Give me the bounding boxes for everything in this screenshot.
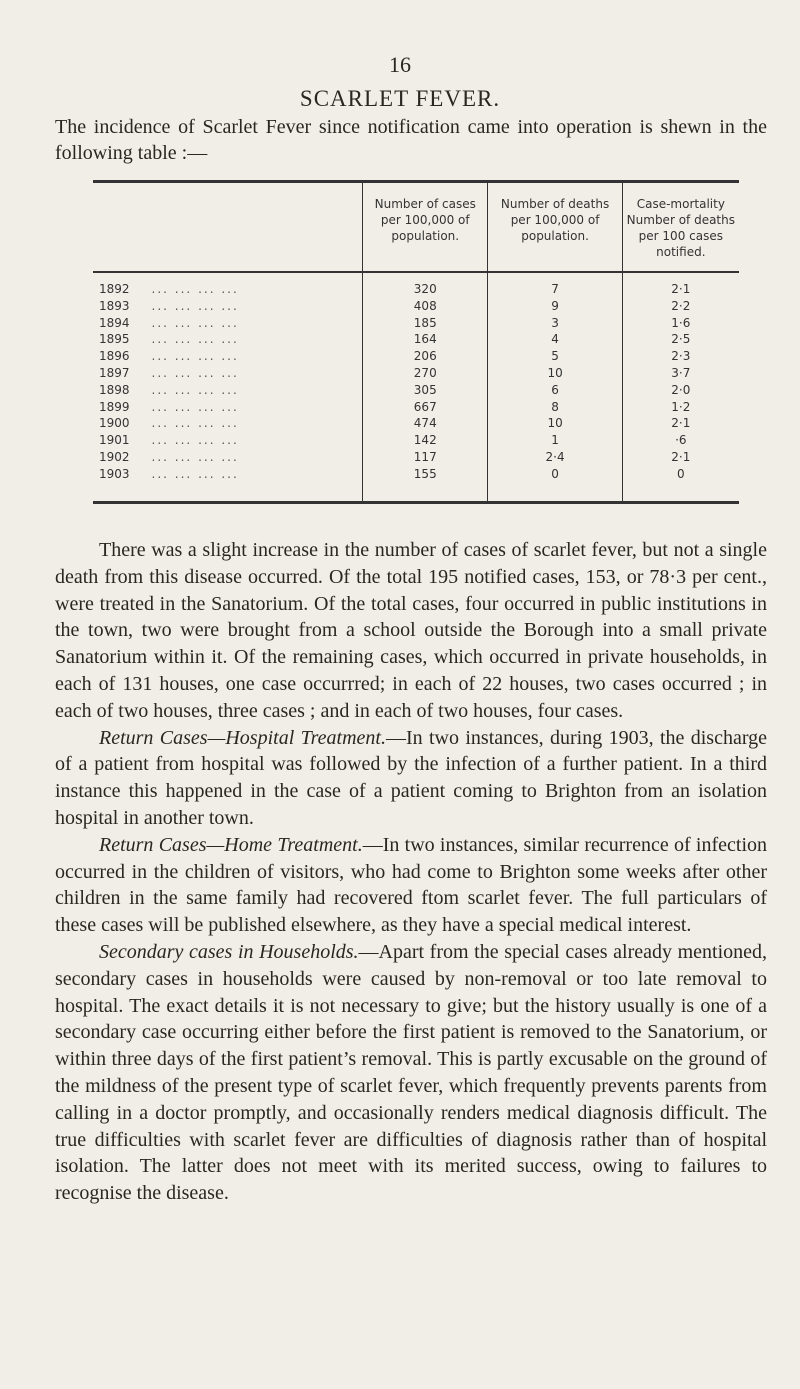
mortality-cell: 2·2	[622, 298, 739, 315]
cases-cell: 185	[363, 315, 488, 332]
table-body	[93, 272, 739, 502]
year-cell	[93, 331, 363, 348]
year-value: 1892	[99, 282, 130, 296]
year-value: 1897	[99, 365, 130, 380]
year-cell	[93, 466, 363, 502]
year-value: 1902	[99, 449, 130, 464]
paragraph	[55, 832, 767, 939]
leader-dots: ... ... ... ...	[151, 382, 239, 397]
page-number: 16	[389, 52, 411, 77]
cases-cell: 142	[363, 432, 488, 449]
paragraph	[55, 725, 767, 832]
cases-cell: 667	[363, 399, 488, 416]
mortality-cell: 3·7	[622, 365, 739, 382]
mortality-cell: 2·1	[622, 272, 739, 298]
year-cell	[93, 449, 363, 466]
leader-dots: ... ... ... ...	[151, 332, 239, 347]
mortality-cell: 2·0	[622, 382, 739, 399]
header-case-mortality: Case-mortality Number of deaths per 100 cases notified.	[622, 182, 739, 273]
leader-dots: ... ... ... ...	[151, 399, 239, 414]
header-cases: Number of cases per 100,000 of population.	[363, 182, 488, 273]
table-row	[93, 348, 739, 365]
table-row	[93, 415, 739, 432]
leader-dots: ... ... ... ...	[151, 416, 239, 431]
paragraph-text: —Apart from the special cases already mentioned, secondary cases in households were caused by non-removal or too late removal to hospital. The exact details it is not necessary to give; but the history usually is one of a secondary case occurring either before the first patient is removed to the Sanatorium, or within three days of the first patient’s removal. This is partly excusable on the ground of the mildness of the present type of scarlet fever, which frequently prevents parents from calling in a doctor promptly, and occasionally renders medical diagnosis difficult. The true difficulties with scarlet fever are difficulties of diagnosis rather than of hospital isolation. The latter does not meet with its merited success, owing to failures to recognise the disease.	[55, 940, 768, 1205]
year-cell	[93, 415, 363, 432]
year-value: 1894	[99, 315, 130, 330]
mortality-cell: 1·2	[622, 399, 739, 416]
table-row	[93, 298, 739, 315]
year-value: 1903	[99, 466, 130, 481]
cases-cell: 206	[363, 348, 488, 365]
mortality-cell: 0	[622, 466, 739, 502]
cases-cell: 305	[363, 382, 488, 399]
deaths-cell: 8	[488, 399, 622, 416]
header-deaths: Number of deaths per 100,000 of population.	[488, 182, 622, 273]
paragraph-text: There was a slight increase in the number of cases of scarlet fever, but not a single death from this disease occurred. Of the total 195 notified cases, 153, or 78·3 per cent., were treated in the Sanatorium. Of the total cases, four occurred in public institutions in the town, two were brought from a school outside the Borough into a small private Sanatorium within it. Of the remaining cases, which occurred in private households, in each of 131 houses, one case occurrred; in each of 22 houses, two cases occurred ; in each of two houses, three cases ; and in each of two houses, four cases.	[55, 539, 767, 722]
deaths-cell: 6	[488, 382, 622, 399]
year-cell	[93, 399, 363, 416]
table-header-row	[93, 182, 739, 273]
mortality-cell: 2·5	[622, 331, 739, 348]
mortality-cell: 2·3	[622, 348, 739, 365]
leader-dots: ... ... ... ...	[151, 466, 239, 481]
deaths-cell: 10	[488, 365, 622, 382]
header-year	[93, 182, 363, 273]
leader-dots: ... ... ... ...	[151, 298, 239, 313]
table-row	[93, 466, 739, 502]
year-cell	[93, 382, 363, 399]
table-row	[93, 382, 739, 399]
deaths-cell: 7	[488, 272, 622, 298]
deaths-cell: 4	[488, 331, 622, 348]
table-row	[93, 272, 739, 298]
year-value: 1899	[99, 399, 130, 414]
paragraph	[55, 537, 767, 725]
deaths-cell: 9	[488, 298, 622, 315]
leader-dots: ... ... ... ...	[151, 315, 239, 330]
table-row	[93, 399, 739, 416]
cases-cell: 320	[363, 272, 488, 298]
paragraph-heading: Return Cases—Home Treatment.	[99, 833, 363, 856]
page-title: SCARLET FEVER.	[299, 86, 501, 111]
table-row	[93, 449, 739, 466]
paragraph	[55, 939, 767, 1207]
paragraph-heading: Secondary cases in Households.	[99, 940, 359, 963]
deaths-cell: 1	[488, 432, 622, 449]
year-cell	[93, 365, 363, 382]
paragraph-heading: Return Cases—Hospital Treatment.	[99, 726, 386, 749]
year-value: 1901	[99, 433, 130, 448]
mortality-cell: 2·1	[622, 415, 739, 432]
intro-paragraph: The incidence of Scarlet Fever since notification came into operation is shewn in the following table :—	[55, 116, 767, 164]
paragraph-text: —In two instances, similar recurrence of infection occurred in the children of visitors, who had come to Brighton some weeks after other children in the same family had recovered ftom scarlet fever. The full particulars of these cases will be published elsewhere, as they have a special medical interest.	[55, 833, 767, 937]
year-value: 1900	[99, 416, 130, 431]
mortality-cell: ·6	[622, 432, 739, 449]
year-value: 1896	[99, 349, 130, 364]
body-text	[55, 537, 767, 1207]
table-row	[93, 315, 739, 332]
leader-dots: ... ... ... ...	[151, 449, 239, 464]
year-cell	[93, 348, 363, 365]
mortality-cell: 2·1	[622, 449, 739, 466]
deaths-cell: 5	[488, 348, 622, 365]
mortality-cell: 1·6	[622, 315, 739, 332]
year-value: 1895	[99, 332, 130, 347]
year-value: 1898	[99, 382, 130, 397]
scarlet-fever-table	[93, 180, 739, 504]
leader-dots: ... ... ... ...	[151, 282, 239, 296]
year-cell	[93, 432, 363, 449]
leader-dots: ... ... ... ...	[151, 433, 239, 448]
cases-cell: 270	[363, 365, 488, 382]
deaths-cell: 3	[488, 315, 622, 332]
deaths-cell: 0	[488, 466, 622, 502]
leader-dots: ... ... ... ...	[151, 349, 239, 364]
table-row	[93, 365, 739, 382]
deaths-cell: 2·4	[488, 449, 622, 466]
deaths-cell: 10	[488, 415, 622, 432]
year-cell	[93, 272, 363, 298]
year-cell	[93, 298, 363, 315]
paragraph-text: —In two instances, during 1903, the discharge of a patient from hospital was followed by the infection of a further patient. In a third instance this happened in the case of a patient coming to Brighton from an isolation hospital in another town.	[55, 726, 767, 829]
year-cell	[93, 315, 363, 332]
cases-cell: 155	[363, 466, 488, 502]
table-row	[93, 331, 739, 348]
cases-cell: 117	[363, 449, 488, 466]
cases-cell: 408	[363, 298, 488, 315]
leader-dots: ... ... ... ...	[151, 365, 239, 380]
table-row	[93, 432, 739, 449]
cases-cell: 164	[363, 331, 488, 348]
cases-cell: 474	[363, 415, 488, 432]
year-value: 1893	[99, 298, 130, 313]
